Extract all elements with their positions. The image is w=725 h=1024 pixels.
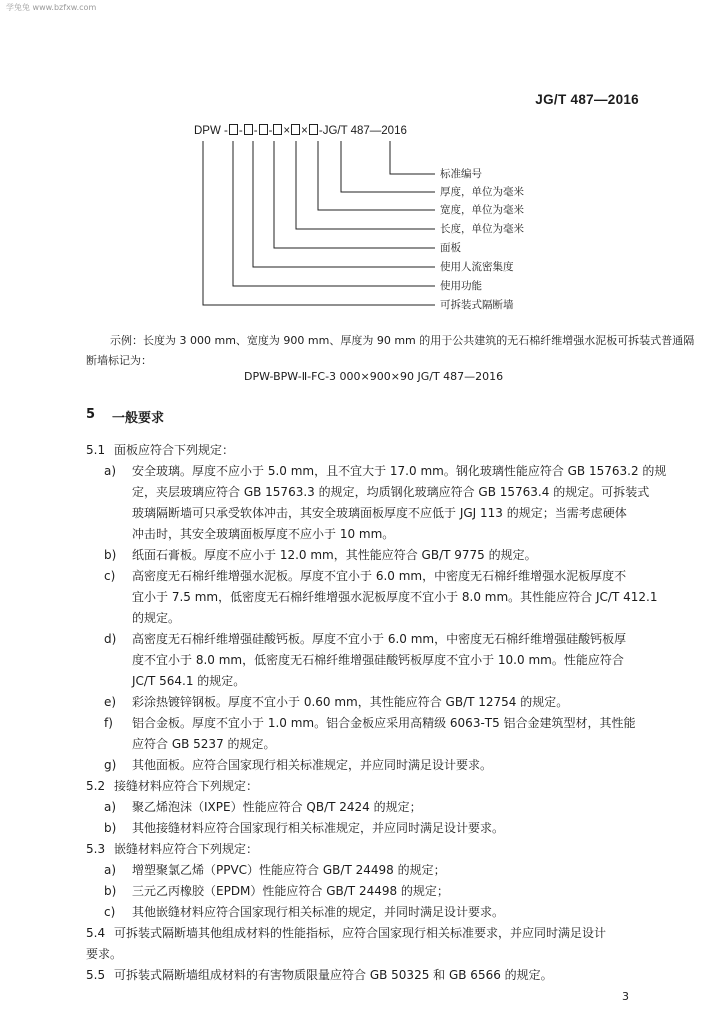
clause-text: 可拆装式隔断墙其他组成材料的性能指标，应符合国家现行相关标准要求，并应同时满足设计	[114, 926, 607, 940]
designation-label: 使用功能	[440, 280, 482, 292]
example-text: 示例：长度为 3 000 mm、宽度为 900 mm、厚度为 90 mm 的用于公共建筑的无石棉纤维增强水泥板可拆装式普通隔	[110, 334, 695, 347]
clause-number: 5.1	[86, 443, 106, 457]
item-text: 纸面石膏板。厚度不应小于 12.0 mm，其性能应符合 GB/T 9775 的规定。	[132, 548, 537, 562]
item-marker: a)	[104, 863, 117, 877]
item-marker: c)	[104, 569, 116, 583]
designation-label: 使用人流密集度	[440, 261, 514, 273]
item-text: 安全玻璃。厚度不应小于 5.0 mm，且不宜大于 17.0 mm。钢化玻璃性能应符合 GB 15763.2 的规	[132, 464, 667, 478]
item-text: 应符合 GB 5237 的规定。	[132, 737, 276, 751]
clause-number: 5.5	[86, 968, 106, 982]
item-text: 定，夹层玻璃应符合 GB 15763.3 的规定，均质钢化玻璃应符合 GB 15763.4 的规定。可拆装式	[132, 485, 650, 499]
item-marker: a)	[104, 464, 117, 478]
standard-number: JG/T 487—2016	[535, 92, 639, 107]
section-number: 5	[86, 407, 96, 422]
example-marking: DPW-BPW-Ⅱ-FC-3 000×900×90 JG/T 487—2016	[244, 370, 504, 383]
item-marker: d)	[104, 632, 117, 646]
item-marker: b)	[104, 884, 117, 898]
code-prefix: DPW	[194, 125, 221, 137]
item-marker: a)	[104, 800, 117, 814]
item-text: 冲击时，其安全玻璃面板厚度不应小于 10 mm。	[132, 527, 395, 541]
section-title: 一般要求	[112, 411, 165, 426]
item-text: 其他面板。应符合国家现行相关标准规定，并应同时满足设计要求。	[132, 758, 493, 772]
designation-tree-lines	[0, 0, 725, 330]
designation-label: 长度，单位为毫米	[440, 223, 524, 235]
item-text: 增塑聚氯乙烯（PPVC）性能应符合 GB/T 24498 的规定；	[132, 863, 446, 877]
clause-heading: 嵌缝材料应符合下列规定：	[114, 842, 259, 856]
item-marker: b)	[104, 548, 117, 562]
item-text: 三元乙丙橡胶（EPDM）性能应符合 GB/T 24498 的规定；	[132, 884, 449, 898]
item-text: 度不宜小于 8.0 mm，低密度无石棉纤维增强硅酸钙板厚度不宜小于 10.0 mm。性能应符合	[132, 653, 624, 667]
code-suffix: JG/T 487—2016	[322, 125, 407, 137]
item-marker: b)	[104, 821, 117, 835]
item-marker: f)	[104, 716, 113, 730]
designation-label: 面板	[440, 242, 461, 254]
item-text: 高密度无石棉纤维增强水泥板。厚度不宜小于 6.0 mm，中密度无石棉纤维增强水泥板厚度不	[132, 569, 627, 583]
item-text: 宜小于 7.5 mm，低密度无石棉纤维增强水泥板厚度不宜小于 8.0 mm。其性能应符合 JC/T 412.1	[132, 590, 658, 604]
clause-number: 5.2	[86, 779, 106, 793]
clause-text: 要求。	[86, 947, 123, 961]
item-text: 其他接缝材料应符合国家现行相关标准规定，并应同时满足设计要求。	[132, 821, 505, 835]
clause-text: 可拆装式隔断墙组成材料的有害物质限量应符合 GB 50325 和 GB 6566 的规定。	[114, 968, 553, 982]
page-number: 3	[622, 990, 629, 1003]
clause-heading: 面板应符合下列规定：	[114, 443, 235, 457]
item-text: 其他嵌缝材料应符合国家现行相关标准的规定，并同时满足设计要求。	[132, 905, 505, 919]
item-marker: c)	[104, 905, 116, 919]
designation-label: 可拆装式隔断墙	[440, 299, 514, 311]
item-text: 的规定。	[132, 611, 181, 625]
item-text: 铝合金板。厚度不宜小于 1.0 mm。铝合金板应采用高精级 6063-T5 铝合金建筑型材，其性能	[132, 716, 636, 730]
watermark: 学兔兔 www.bzfxw.com	[6, 3, 97, 12]
item-text: 彩涂热镀锌钢板。厚度不宜小于 0.60 mm，其性能应符合 GB/T 12754 的规定。	[132, 695, 569, 709]
item-text: 玻璃隔断墙可只承受软体冲击，其安全玻璃面板厚度不应低于 JGJ 113 的规定；当需考虑硬体	[132, 506, 627, 520]
clause-number: 5.4	[86, 926, 106, 940]
clause-number: 5.3	[86, 842, 106, 856]
item-text: 高密度无石棉纤维增强硅酸钙板。厚度不宜小于 6.0 mm，中密度无石棉纤维增强硅酸钙板厚	[132, 632, 627, 646]
item-text: 聚乙烯泡沫（IXPE）性能应符合 QB/T 2424 的规定；	[132, 800, 422, 814]
example-text: 断墙标记为：	[86, 354, 152, 367]
item-marker: g)	[104, 758, 117, 772]
item-text: JC/T 564.1 的规定。	[132, 674, 246, 688]
clause-heading: 接缝材料应符合下列规定：	[114, 779, 259, 793]
designation-label: 标准编号	[440, 168, 482, 180]
designation-label: 宽度，单位为毫米	[440, 204, 524, 216]
item-marker: e)	[104, 695, 117, 709]
designation-label: 厚度，单位为毫米	[440, 186, 524, 198]
designation-code: DPW - - - - × × -JG/T 487—2016	[194, 125, 407, 137]
